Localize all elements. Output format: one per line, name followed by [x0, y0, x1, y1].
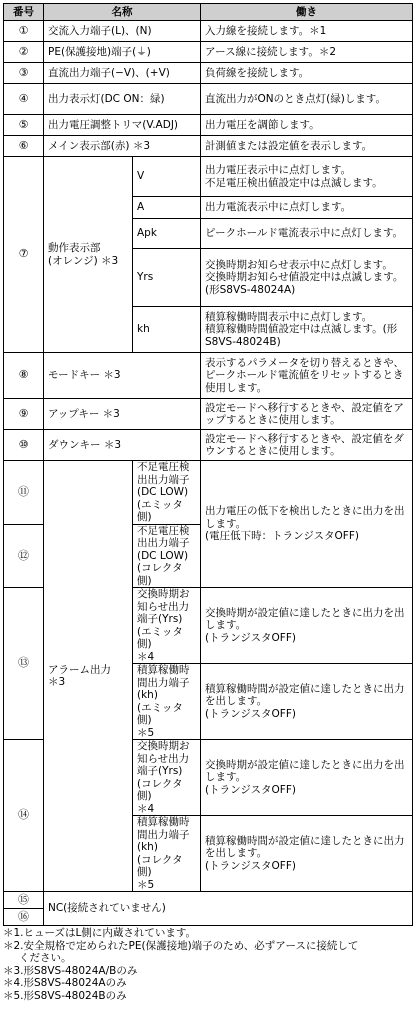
row-number: ⑥ — [4, 136, 44, 157]
nc-label: NC(接続されていません) — [44, 892, 413, 926]
terminal-function: 交換時期が設定値に達したときに出力を出します。 (トランジスタOFF) — [201, 588, 413, 664]
terminal-label: 交換時期お 知らせ出力 端子(Yrs) (エミッタ側) ＊4 — [133, 588, 201, 664]
row-number: ④ — [4, 84, 44, 115]
row-number: ⑪ — [4, 461, 44, 525]
indicator-label: Yrs — [133, 249, 201, 307]
row-name: 出力電圧調整トリマ(V.ADJ) — [44, 115, 201, 136]
table-row — [4, 461, 413, 525]
row-name: 交流入力端子(L)、(N) — [44, 21, 201, 42]
row-name: アップキー ＊3 — [44, 399, 201, 430]
row-number: ① — [4, 21, 44, 42]
row-number: ⑬ — [4, 588, 44, 740]
row-function: 入力線を接続します。＊1 — [201, 21, 413, 42]
alarm-output-name: アラーム出力 ＊3 — [44, 461, 133, 892]
table-row — [4, 115, 413, 136]
row-name: 直流出力端子(−V)、(+V) — [44, 63, 201, 84]
row-name: モードキー ＊3 — [44, 353, 201, 399]
indicator-function: 積算稼働時間表示中に点灯します。 積算稼働時間値設定中は点滅します。(形S8VS-48024B) — [201, 307, 413, 353]
row-number: ⑫ — [4, 524, 44, 588]
indicator-function: ピークホールド電流表示中に点灯します。 — [201, 219, 413, 249]
row-function: 負荷線を接続します。 — [201, 63, 413, 84]
table-row — [4, 63, 413, 84]
row-function: 直流出力がONのとき点灯(緑)します。 — [201, 84, 413, 115]
row-number: ⑧ — [4, 353, 44, 399]
indicator-function: 出力電圧表示中に点灯します。 不足電圧検出値設定中は点滅します。 — [201, 157, 413, 197]
header-number: 番号 — [4, 4, 44, 21]
row-number: ② — [4, 42, 44, 63]
table-header-row — [4, 4, 413, 21]
footnote-1: ＊1.ヒューズはL側に内蔵されています。 — [3, 927, 197, 939]
table-row — [4, 399, 413, 430]
row-number: ⑯ — [4, 909, 44, 926]
indicator-label: kh — [133, 307, 201, 353]
row-name: ダウンキー ＊3 — [44, 430, 201, 461]
footnote-5: ＊5.形S8VS-48024Bのみ — [3, 989, 127, 1002]
indicator-label: V — [133, 157, 201, 197]
row-name: 出力表示灯(DC ON：緑) — [44, 84, 201, 115]
row-number: ⑮ — [4, 892, 44, 909]
terminal-label: 不足電圧検 出出力端子 (DC LOW) (エミッタ側) — [133, 461, 201, 525]
terminal-label: 不足電圧検 出出力端子 (DC LOW) (コレクタ側) — [133, 524, 201, 588]
row-name: PE(保護接地)端子(⏚) — [44, 42, 201, 63]
spec-page — [3, 3, 412, 1017]
table-row — [4, 892, 413, 909]
table-row — [4, 84, 413, 115]
row-number: ⑭ — [4, 740, 44, 892]
header-function: 働き — [201, 4, 413, 21]
table-row — [4, 136, 413, 157]
table-row — [4, 353, 413, 399]
footnote-3: ＊3.形S8VS-48024A/Bのみ — [3, 964, 138, 977]
table-row — [4, 21, 413, 42]
row-function: 計測値または設定値を表示します。 — [201, 136, 413, 157]
indicator-function: 出力電流表示中に点灯します。 — [201, 197, 413, 219]
row-number: ⑤ — [4, 115, 44, 136]
footnote-4: ＊4.形S8VS-48024Aのみ — [3, 977, 127, 990]
row-function: アース線に接続します。＊2 — [201, 42, 413, 63]
terminal-label: 交換時期お 知らせ出力 端子(Yrs) (コレクタ側) ＊4 — [133, 740, 201, 816]
terminal-function: 積算稼働時間が設定値に達したときに出力を出します。 (トランジスタOFF) — [201, 664, 413, 740]
terminal-label: 積算稼働時間出力端子 (kh) (コレクタ側) ＊5 — [133, 816, 201, 892]
row-number: ⑨ — [4, 399, 44, 430]
indicator-label: Apk — [133, 219, 201, 249]
footnotes — [3, 927, 412, 1003]
footnote-2-continued: ください。 — [19, 952, 72, 965]
terminal-function: 積算稼働時間が設定値に達したときに出力を出します。 (トランジスタOFF) — [201, 816, 413, 892]
terminal-function: 出力電圧の低下を検出したときに出力を出します。 (電圧低下時：トランジスタOFF) — [201, 461, 413, 588]
row-number: ⑦ — [4, 157, 44, 353]
row-function: 表示するパラメータを切り替えるときや、ピークホールド電流値をリセットするとき使用します。 — [201, 353, 413, 399]
row-number: ⑩ — [4, 430, 44, 461]
terminal-function-table — [3, 3, 413, 926]
row-name: メイン表示部(赤) ＊3 — [44, 136, 201, 157]
header-name: 名称 — [44, 4, 201, 21]
terminal-function: 交換時期が設定値に達したときに出力を出します。 (トランジスタOFF) — [201, 740, 413, 816]
row-function: 出力電圧を調節します。 — [201, 115, 413, 136]
row-function: 設定モードへ移行するときや、設定値をアップするときに使用します。 — [201, 399, 413, 430]
indicator-label: A — [133, 197, 201, 219]
table-row — [4, 42, 413, 63]
table-row — [4, 430, 413, 461]
terminal-label: 積算稼働時 間出力端子 (kh) (エミッタ側) ＊5 — [133, 664, 201, 740]
indicator-function: 交換時期お知らせ表示中に点灯します。 交換時期お知らせ値設定中は点滅します。(形S8VS-48024A) — [201, 249, 413, 307]
footnote-2: ＊2.安全規格で定められたPE(保護接地)端子のため、必ずアースに接続して — [3, 939, 359, 952]
table-row — [4, 157, 413, 197]
row-number: ③ — [4, 63, 44, 84]
row-function: 設定モードへ移行するときや、設定値をダウンするときに使用します。 — [201, 430, 413, 461]
row-name: 動作表示部 (オレンジ) ＊3 — [44, 157, 133, 353]
